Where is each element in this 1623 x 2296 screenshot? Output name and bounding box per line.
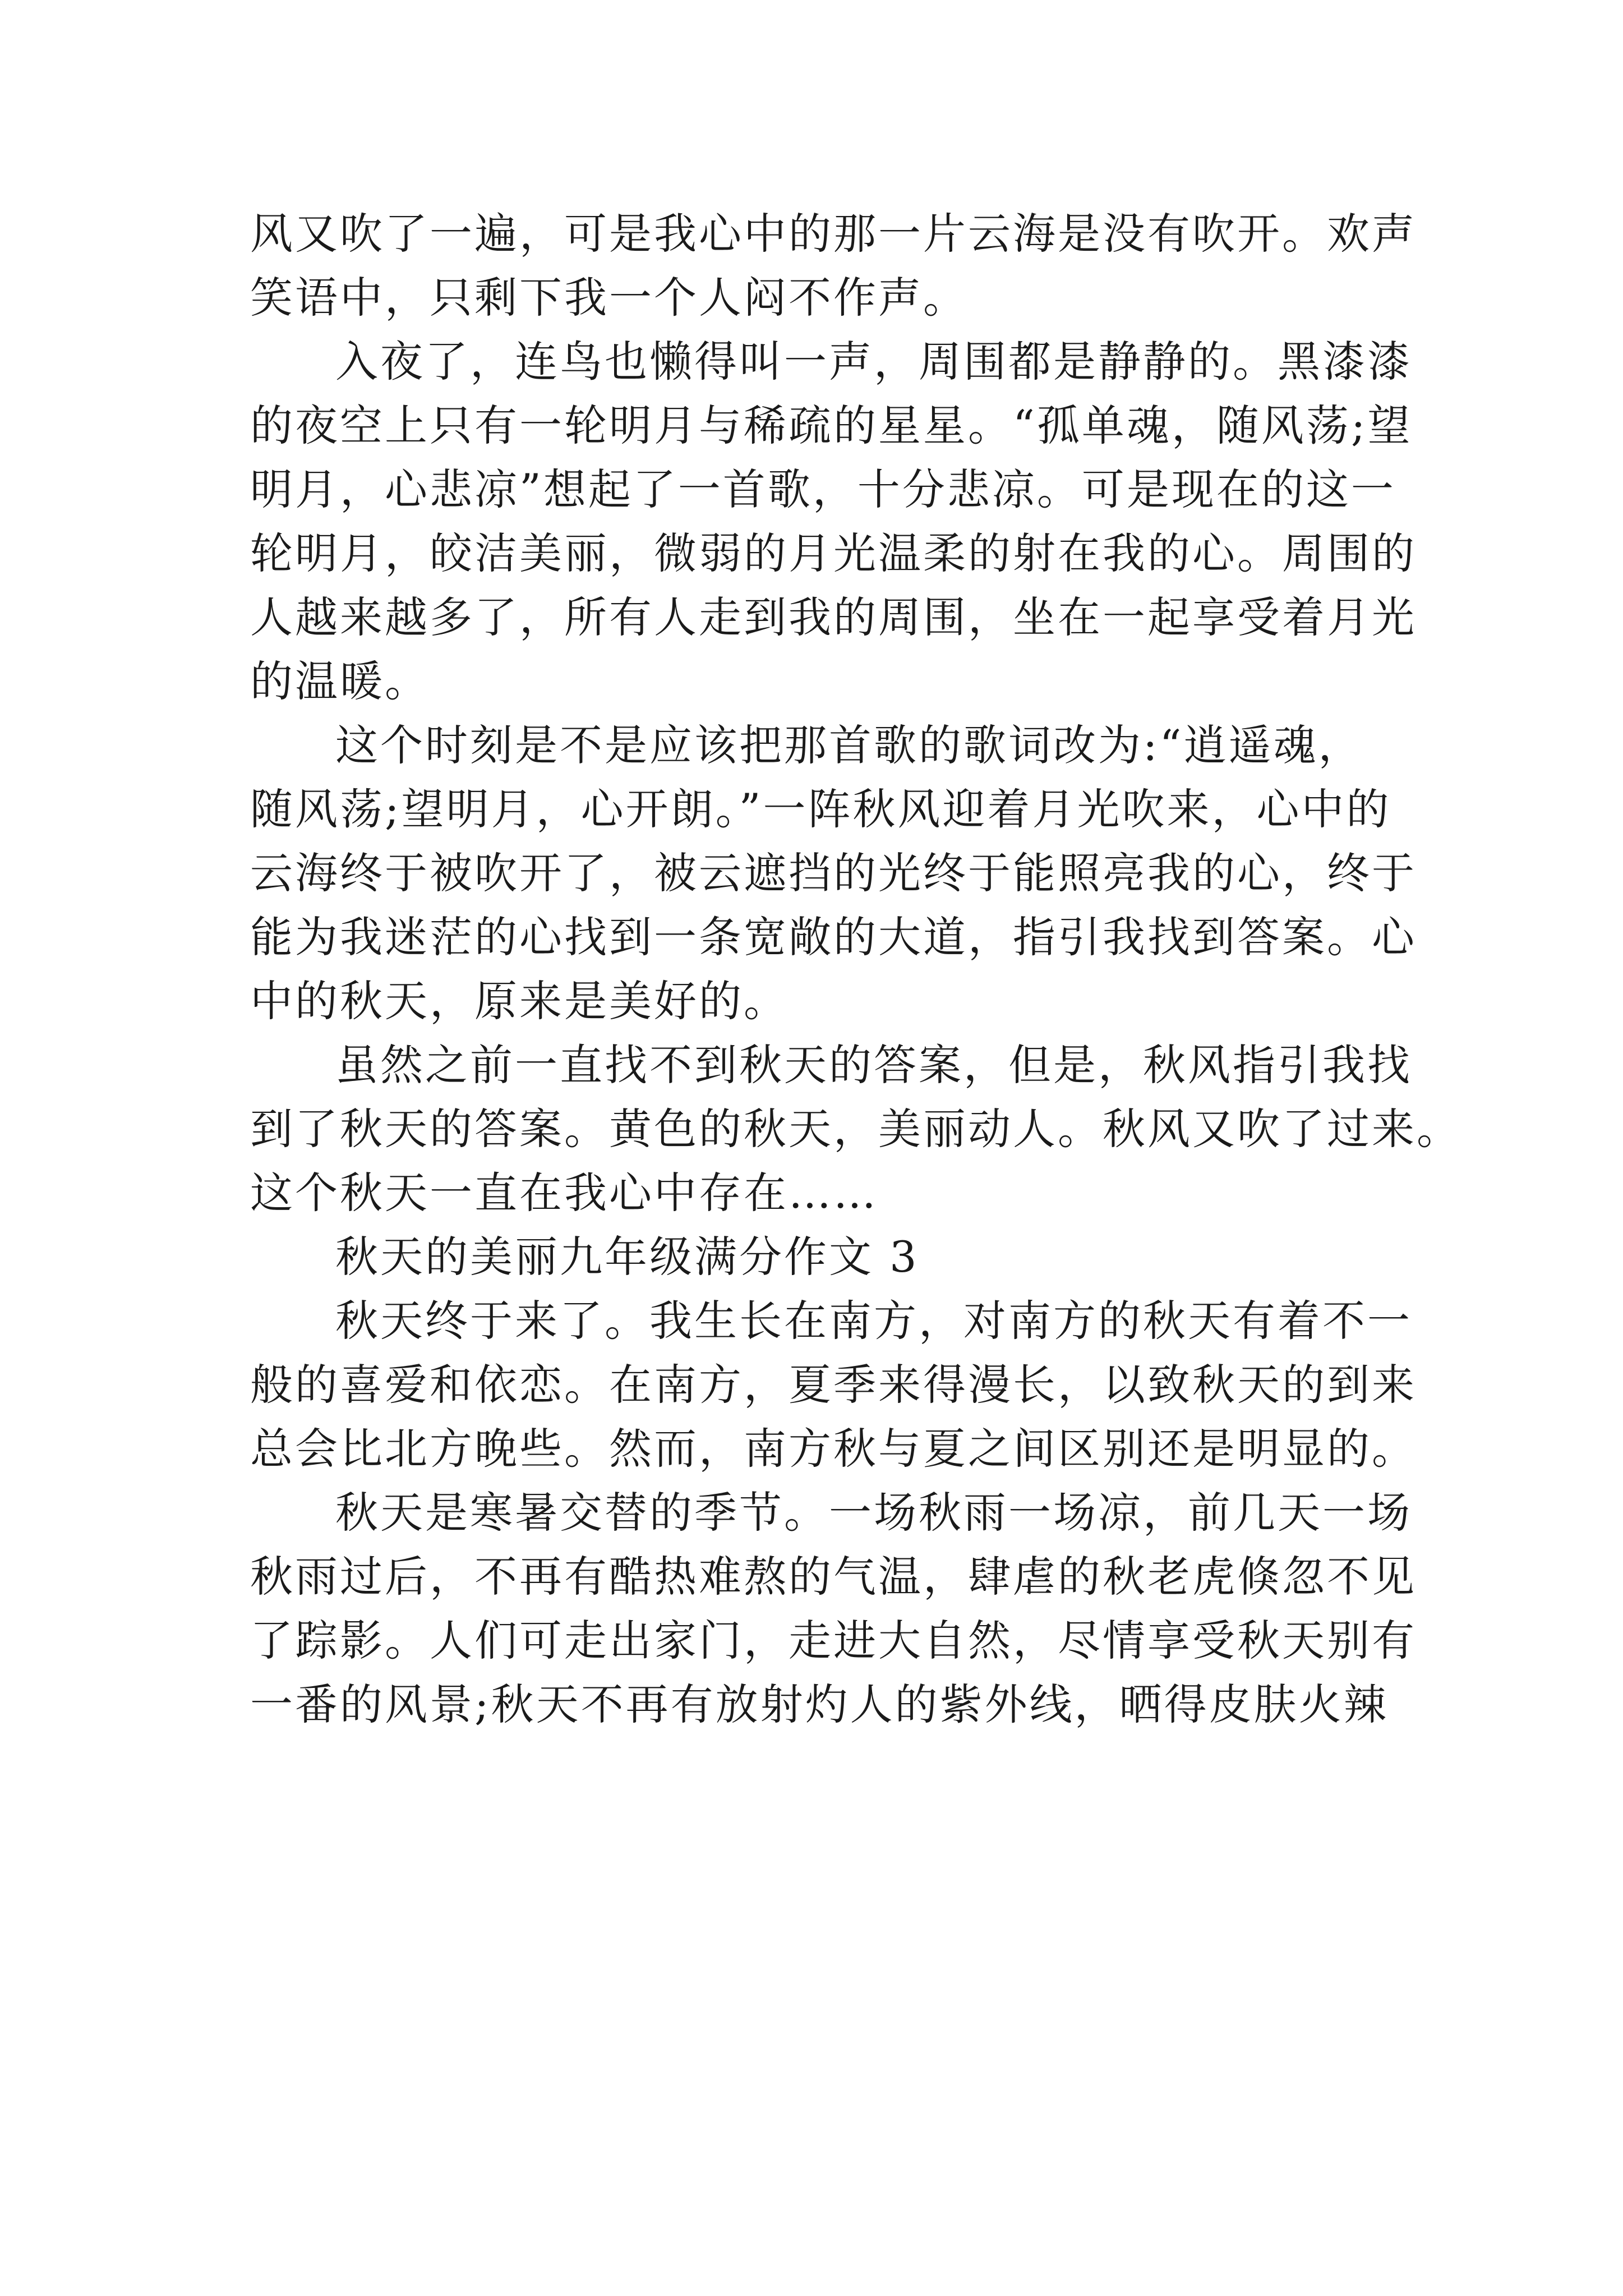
text-line: 的温暖。: [250, 656, 430, 706]
text-line: 总会比北方晚些。然而，南方秋与夏之间区别还是明显的。: [250, 1424, 1417, 1474]
essay-body: [250, 202, 1461, 1737]
text-line: 随风荡;望明月，心开朗。”一阵秋风迎着月光吹来，心中的: [250, 784, 1391, 834]
text-line: 能为我迷茫的心找到一条宽敞的大道，指引我找到答案。心: [250, 912, 1417, 962]
section-heading: 秋天的美丽九年级满分作文 3: [335, 1232, 919, 1282]
text-line: 这个秋天一直在我心中存在……: [250, 1168, 878, 1218]
text-line: 笑语中，只剩下我一个人闷不作声。: [250, 273, 968, 323]
text-line: 风又吹了一遍，可是我心中的那一片云海是没有吹开。欢声: [250, 209, 1417, 259]
text-line: 轮明月，皎洁美丽，微弱的月光温柔的射在我的心。周围的: [250, 528, 1417, 578]
text-line: 入夜了，连鸟也懒得叫一声，周围都是静静的。黑漆漆: [335, 337, 1412, 386]
text-line: 了踪影。人们可走出家门，走进大自然，尽情享受秋天别有: [250, 1616, 1417, 1665]
text-line: 秋雨过后，不再有酷热难熬的气温，肆虐的秋老虎倏忽不见: [250, 1552, 1417, 1602]
text-line: 云海终于被吹开了，被云遮挡的光终于能照亮我的心，终于: [250, 848, 1417, 898]
text-line: 般的喜爱和依恋。在南方，夏季来得漫长，以致秋天的到来: [250, 1360, 1417, 1410]
text-line: 明月，心悲凉”想起了一首歌，十分悲凉。可是现在的这一: [250, 464, 1396, 514]
text-line: 的夜空上只有一轮明月与稀疏的星星。“孤单魂，随风荡;望: [250, 401, 1413, 450]
text-line: 虽然之前一直找不到秋天的答案，但是，秋风指引我找: [335, 1040, 1412, 1090]
text-line: 这个时刻是不是应该把那首歌的歌词改为:“逍遥魂，: [335, 720, 1363, 770]
text-line: 秋天是寒暑交替的季节。一场秋雨一场凉，前几天一场: [335, 1488, 1412, 1538]
text-line: 秋天终于来了。我生长在南方，对南方的秋天有着不一: [335, 1296, 1412, 1346]
text-line: 人越来越多了，所有人走到我的周围，坐在一起享受着月光: [250, 592, 1417, 642]
text-line: 到了秋天的答案。黄色的秋天，美丽动人。秋风又吹了过来。: [250, 1104, 1461, 1154]
text-line: 中的秋天，原来是美好的。: [250, 976, 789, 1026]
text-line: 一番的风景;秋天不再有放射灼人的紫外线，晒得皮肤火辣: [250, 1680, 1389, 1729]
